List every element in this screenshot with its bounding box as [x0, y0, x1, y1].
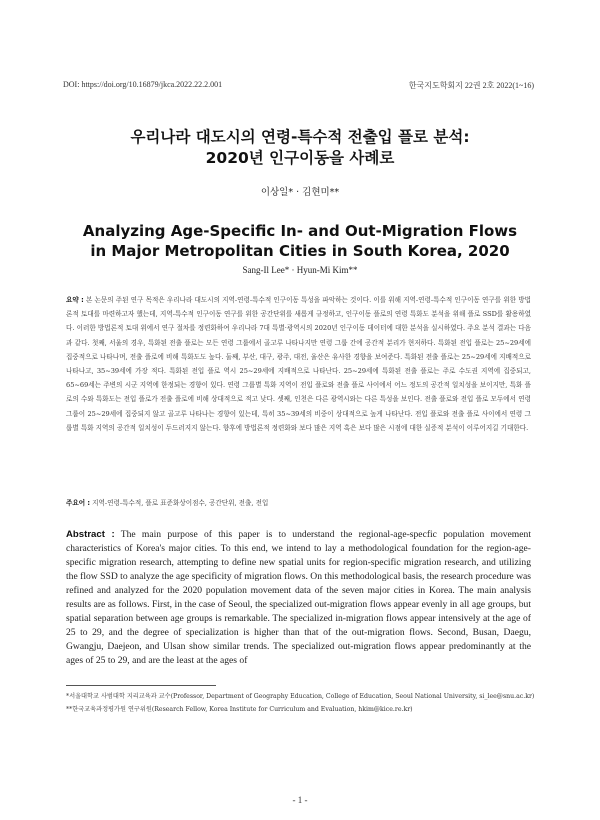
english-title-line-2: in Major Metropolitan Cities in South Korea, 2020	[90, 242, 510, 260]
footnote-divider	[66, 685, 216, 686]
korean-title-line-2: 2020년 인구이동을 사례로	[205, 149, 395, 167]
english-title-line-1: Analyzing Age-Specific In- and Out-Migration Flows	[82, 222, 518, 240]
english-abstract	[66, 528, 531, 668]
korean-title-line-1: 우리나라 대도시의 연령-특수적 전출입 플로 분석:	[130, 128, 470, 146]
korean-authors: 이상일* · 김현미**	[260, 187, 340, 198]
journal-citation: 한국지도학회지 22권 2호 2022(1~16)	[408, 81, 534, 90]
korean-keywords-label: 주요어 :	[66, 499, 91, 507]
korean-abstract-text: 본 논문의 주된 연구 목적은 우리나라 대도시의 지역-연령-특수적 인구이동 특성을 파악하는 것이다. 이를 위해 지역-연령-특수적 인구이동 연구를 위한 방법론적 토대를 마련하고자 했는데, 지역-특수적 인구이동 연구를 위한 공간단위를 새롭게 규정하고, 인구이동 플로의 연령 특화도 분석을 위해 플로 SSD를 활용하였다. 이러한 방법론적 토대 위에서 연구 절차를 정련화하여 우리나라 7대 특별·광역시의 2020년 인구이동 데이터에 대한 분석을 실시하였다. 주요 분석 결과는 다음과 같다. 첫째, 서울의 경우, 특화된 전출 플로는 모든 연령 그룹에서 골고루 나타나지만 연령 그룹 간에 공간적 분리가 현저하다. 특화된 전입 플로는 25~29세에 집중적으로 나타나며, 전출 플로에 비해 특화도도 높다. 둘째, 부산, 대구, 광주, 대전, 울산은 유사한 경향을 보여준다. 특화된 전출 플로는 25~29세에 지배적으로 나타나고, 35~39세에 가장 적다. 특화된 전입 플로 역시 25~29세에 지배적으로 나타난다. 25~29세에 특화된 전출 플로는 주로 수도권 지역에 집중되고, 65~69세는 주변의 시군 지역에 한정되는 경향이 있다. 연령 그룹별 특화 지역이 전입 플로와 전출 플로 사이에서 어느 정도의 공간적 일치성을 보이지만, 특화 플로의 수와 특화도는 전입 플로가 전출 플로에 비해 상대적으로 적고 낮다. 셋째, 인천은 다른 광역시와는 다른 특성을 보인다. 전출 플로와 전입 플로 모두에서 연령 그룹이 25~29세에 집중되지 않고 골고루 나타나는 경향이 있는데, 특히 35~39세의 비중이 상대적으로 높게 나타난다. 전입 플로와 전출 플로 사이에서 연령 그룹별 특화 지역의 공간적 일치성이 두드러지지 않는다. 향후에 방법론적 정련화와 보다 많은 지역 혹은 보다 많은 시점에 대한 실증적 분석이 이루어지길 기대한다.	[66, 296, 531, 432]
doi-text[interactable]: DOI: https://doi.org/10.16879/jkca.2022.22.2.001	[63, 80, 223, 89]
page-number: - 1 -	[292, 795, 308, 805]
english-abstract-text: The main purpose of this paper is to understand the regional-age-specfic population movement characteristics of Korea's major cities. To this end, we intend to lay a methodological foundation for the region-age-specific migration research, attempting to define new spatial units for region-specific migration research, and utilizing the flow SSD to analyze the age specificity of migration flows. On this methodological basis, the research procedure was refined and analyzed for the 2020 population movement data of the seven major cities in Korea. The main analysis results are as follows. First, in the case of Seoul, the specialized out-migration flows appear evenly in all age groups, but spatial separation between age groups is remarkable. The specialized in-migration flows appear intensively at the age of 25 to 29, and the degree of specialization is higher than that of the out-migration flows. Second, Busan, Daegu, Gwangju, Daejeon, and Ulsan show similar trends. The specialized out-migration flows appear predominantly at the ages of 25 to 29, and are the least at the ages of	[66, 529, 531, 666]
korean-keywords-text: 지역-연령-특수적, 플로 표준화상이점수, 공간단위, 전출, 전입	[92, 499, 269, 507]
korean-abstract-label: 요약 :	[66, 296, 84, 304]
korean-title	[40, 127, 560, 169]
korean-keywords	[66, 497, 531, 507]
korean-abstract	[66, 293, 531, 435]
footnotes	[66, 691, 536, 716]
english-authors: Sang-Il Lee* · Hyun-Mi Kim**	[242, 265, 358, 275]
footnote-author-2: **한국교육과정평가원 연구위원(Research Fellow, Korea Institute for Curriculum and Evaluation, hkim@kice.re.kr)	[66, 705, 413, 713]
footnote-author-1: *서울대학교 사범대학 지리교육과 교수(Professor, Department of Geography Education, College of Education, Seoul National University, si_lee@snu.ac.kr)	[66, 693, 535, 700]
english-title	[40, 221, 560, 261]
english-abstract-label: Abstract :	[66, 529, 115, 540]
